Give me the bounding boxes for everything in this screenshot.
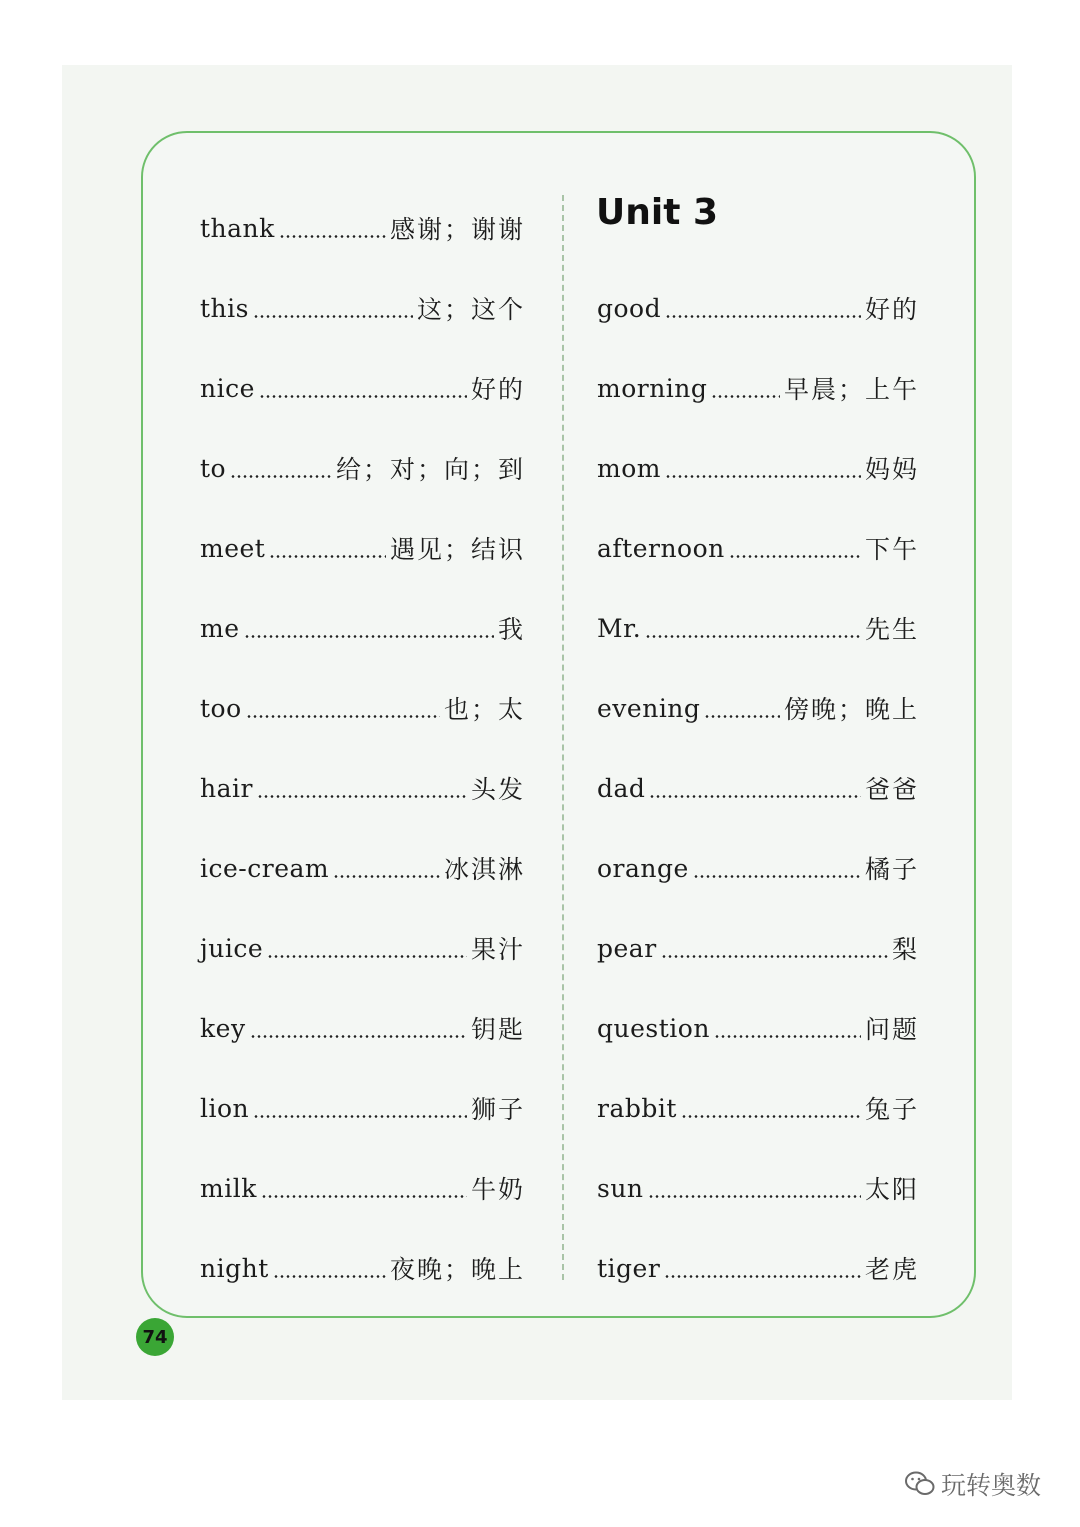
- vocab-word: too: [200, 693, 242, 723]
- vocab-word: pear: [597, 933, 657, 963]
- dot-leader: [267, 955, 467, 958]
- vocab-meaning: 也；太: [443, 695, 525, 724]
- dot-leader: [661, 955, 888, 958]
- vocab-meaning: 果汁: [470, 935, 525, 964]
- vocab-entry: [200, 1148, 525, 1228]
- vocab-word: me: [200, 613, 240, 643]
- vocab-word: milk: [200, 1173, 257, 1203]
- vocab-word: sun: [597, 1173, 644, 1203]
- vocab-meaning: 先生: [864, 615, 919, 644]
- vocab-entry: [200, 428, 525, 508]
- dot-leader: [261, 1195, 467, 1198]
- dot-leader: [250, 1035, 467, 1038]
- vocab-word: nice: [200, 373, 255, 403]
- vocab-entry: [597, 1228, 919, 1308]
- vocab-word: thank: [200, 213, 275, 243]
- vocab-meaning: 夜晚；晚上: [389, 1255, 525, 1284]
- vocab-meaning: 这；这个: [416, 295, 525, 324]
- dot-leader: [664, 1275, 861, 1278]
- vocab-meaning: 老虎: [864, 1255, 919, 1284]
- vocab-meaning: 下午: [864, 535, 919, 564]
- vocab-entry: [597, 588, 919, 668]
- vocab-entry: [597, 908, 919, 988]
- vocab-word: afternoon: [597, 533, 725, 563]
- vocab-meaning: 感谢；谢谢: [389, 215, 525, 244]
- vocab-meaning: 早晨；上午: [783, 375, 919, 404]
- dot-leader: [665, 475, 861, 478]
- vocab-entry: [200, 1068, 525, 1148]
- vocab-entry: [200, 988, 525, 1068]
- vocab-entry: [597, 668, 919, 748]
- vocab-meaning: 好的: [470, 375, 525, 404]
- vocab-meaning: 爸爸: [864, 775, 919, 804]
- watermark: [905, 1466, 1041, 1502]
- vocab-word: night: [200, 1253, 269, 1283]
- vocab-meaning: 遇见；结识: [389, 535, 525, 564]
- vocab-word: hair: [200, 773, 253, 803]
- vocab-meaning: 傍晚；晚上: [783, 695, 919, 724]
- dot-leader: [257, 795, 467, 798]
- vocab-meaning: 兔子: [864, 1095, 919, 1124]
- vocab-entry: [200, 828, 525, 908]
- dot-leader: [259, 395, 467, 398]
- vocab-entry: [597, 268, 919, 348]
- page-number-badge: [136, 1318, 174, 1356]
- vocab-meaning: 梨: [891, 935, 919, 964]
- vocab-meaning: 问题: [864, 1015, 919, 1044]
- vocab-word: morning: [597, 373, 708, 403]
- dot-leader: [665, 315, 861, 318]
- vocab-entry: [597, 828, 919, 908]
- vocab-entry: [200, 348, 525, 428]
- vocab-entry: [597, 1068, 919, 1148]
- vocab-word: question: [597, 1013, 710, 1043]
- column-divider: [562, 195, 564, 1280]
- dot-leader: [333, 875, 440, 878]
- dot-leader: [711, 395, 780, 398]
- dot-leader: [649, 795, 861, 798]
- vocab-word: juice: [200, 933, 264, 963]
- vocab-entry: [200, 748, 525, 828]
- vocab-word: orange: [597, 853, 689, 883]
- vocab-word: lion: [200, 1093, 250, 1123]
- vocab-entry: [597, 508, 919, 588]
- vocab-entry: [597, 428, 919, 508]
- dot-leader: [253, 1115, 467, 1118]
- vocab-word: to: [200, 453, 227, 483]
- vocab-word: ice-cream: [200, 853, 330, 883]
- dot-leader: [279, 235, 386, 238]
- vocab-word: mom: [597, 453, 661, 483]
- vocab-word: dad: [597, 773, 646, 803]
- dot-leader: [253, 315, 413, 318]
- dot-leader: [273, 1275, 386, 1278]
- dot-leader: [704, 715, 780, 718]
- page-number: 74: [142, 1326, 168, 1348]
- vocab-entry: [597, 1148, 919, 1228]
- vocab-word: meet: [200, 533, 266, 563]
- vocab-entry: [597, 348, 919, 428]
- dot-leader: [729, 555, 861, 558]
- dot-leader: [244, 635, 494, 638]
- vocab-word: tiger: [597, 1253, 661, 1283]
- dot-leader: [693, 875, 861, 878]
- vocab-word: Mr.: [597, 613, 642, 643]
- vocab-meaning: 冰淇淋: [443, 855, 525, 884]
- vocab-word: evening: [597, 693, 701, 723]
- dot-leader: [246, 715, 440, 718]
- vocab-meaning: 给；对；向；到: [335, 455, 525, 484]
- vocab-meaning: 狮子: [470, 1095, 525, 1124]
- vocab-entry: [597, 748, 919, 828]
- vocab-entry: [200, 188, 525, 268]
- dot-leader: [230, 475, 332, 478]
- vocab-meaning: 牛奶: [470, 1175, 525, 1204]
- vocabulary-list-left: [200, 188, 525, 1308]
- dot-leader: [681, 1115, 861, 1118]
- vocab-meaning: 太阳: [864, 1175, 919, 1204]
- vocab-entry: [200, 508, 525, 588]
- wechat-icon: [905, 1471, 935, 1497]
- dot-leader: [269, 555, 386, 558]
- vocab-entry: [597, 988, 919, 1068]
- vocab-word: good: [597, 293, 662, 323]
- vocab-meaning: 钥匙: [470, 1015, 525, 1044]
- vocab-entry: [200, 588, 525, 668]
- dot-leader: [645, 635, 861, 638]
- vocab-meaning: 橘子: [864, 855, 919, 884]
- vocab-entry: [200, 668, 525, 748]
- vocab-meaning: 妈妈: [864, 455, 919, 484]
- vocab-entry: [200, 1228, 525, 1308]
- vocab-meaning: 头发: [470, 775, 525, 804]
- vocab-word: rabbit: [597, 1093, 677, 1123]
- vocabulary-list-right: [597, 268, 919, 1308]
- vocab-entry: [200, 908, 525, 988]
- unit-title: Unit 3: [596, 192, 718, 233]
- vocab-word: key: [200, 1013, 246, 1043]
- dot-leader: [648, 1195, 861, 1198]
- vocab-meaning: 我: [497, 615, 525, 644]
- vocab-entry: [200, 268, 525, 348]
- vocab-word: this: [200, 293, 249, 323]
- vocab-meaning: 好的: [864, 295, 919, 324]
- dot-leader: [714, 1035, 861, 1038]
- watermark-text: 玩转奥数: [941, 1471, 1042, 1500]
